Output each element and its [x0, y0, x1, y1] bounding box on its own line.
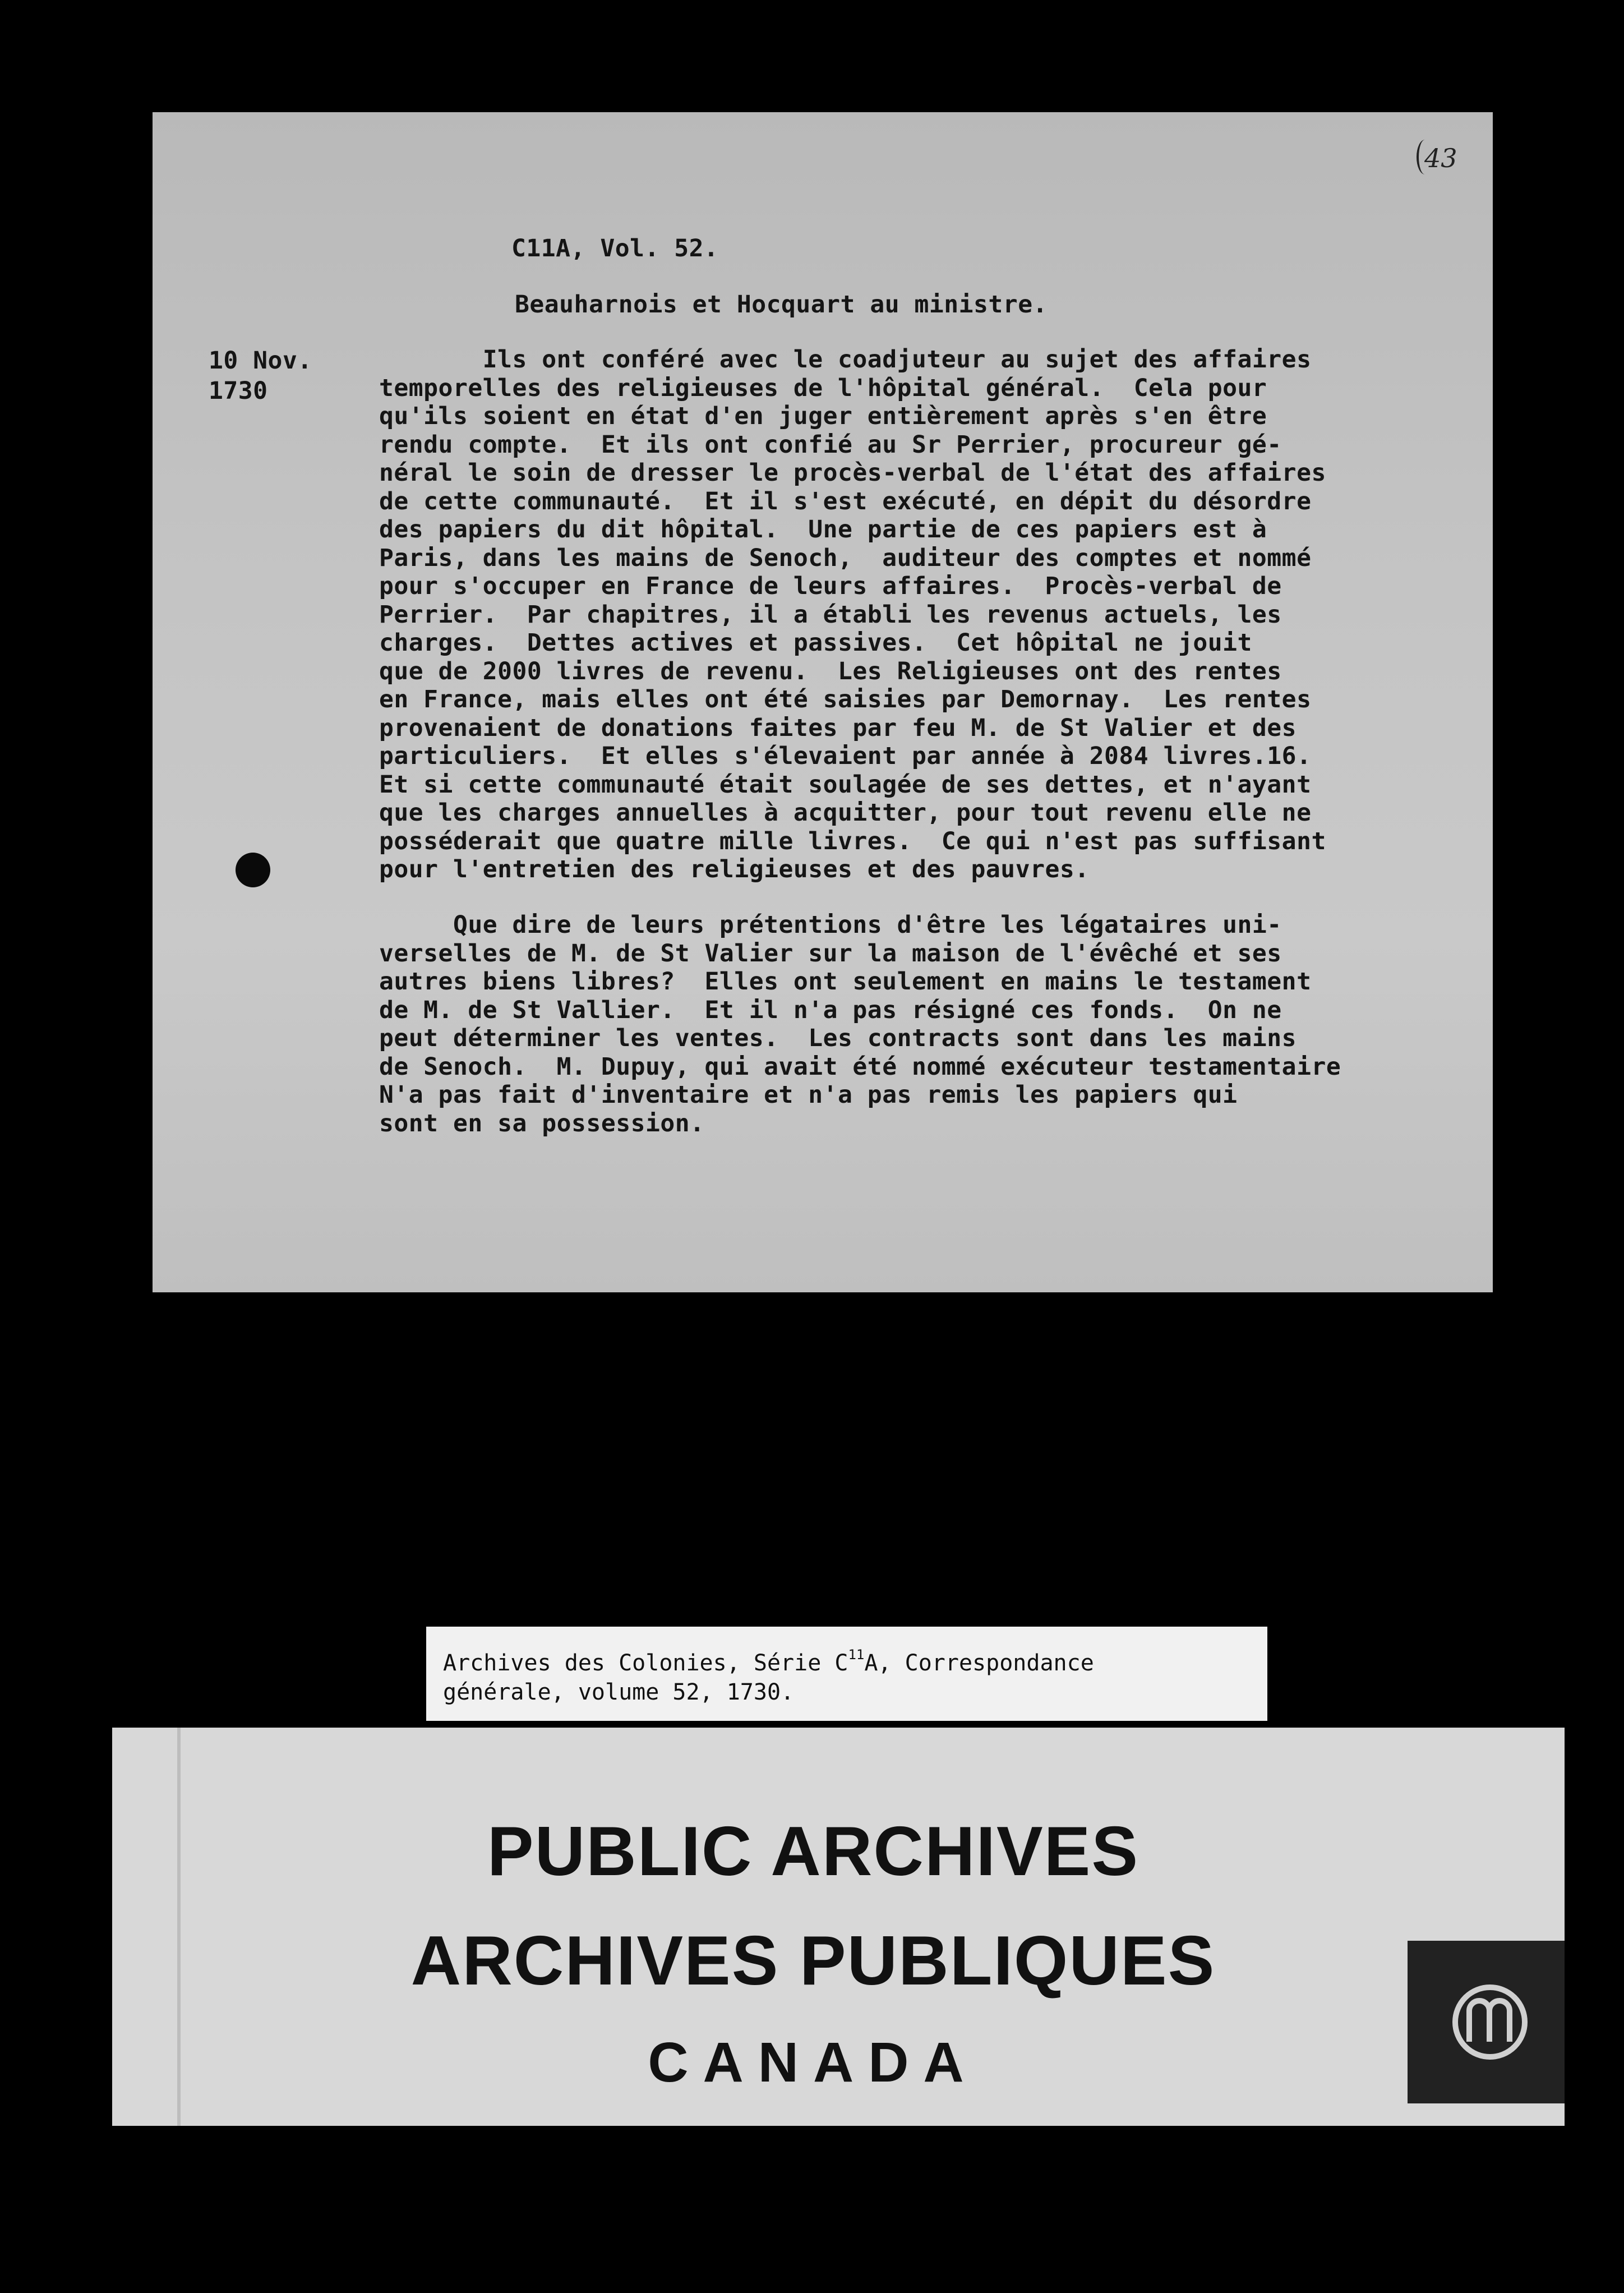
text-line: pour l'entretien des religieuses et des pauvres. — [379, 855, 1090, 883]
text-line: particuliers. Et elles s'élevaient par année à 2084 livres.16. — [379, 742, 1312, 770]
text-line: Perrier. Par chapitres, il a établi les revenus actuels, les — [379, 600, 1282, 629]
volume-reference: C11A, Vol. 52. — [511, 234, 719, 263]
text-line: rendu compte. Et ils ont confié au Sr Perrier, procureur gé- — [379, 430, 1282, 459]
card-title-english: PUBLIC ARCHIVES — [487, 1813, 1139, 1890]
text-line: néral le soin de dresser le procès-verbal de l'état des affaires — [379, 459, 1326, 487]
text-line: Que dire de leurs prétentions d'être les légataires uni- — [379, 911, 1282, 939]
text-line: autres biens libres? Elles ont seulement en mains le testament — [379, 968, 1312, 996]
text-line: provenaient de donations faites par feu M. de St Valier et des — [379, 713, 1297, 742]
text-line: qu'ils soient en état d'en juger entièrement après s'en être — [379, 402, 1267, 430]
text-line: peut déterminer les ventes. Les contracts sont dans les mains — [379, 1024, 1297, 1052]
text-line: N'a pas fait d'inventaire et n'a pas remis les papiers qui — [379, 1081, 1238, 1109]
text-line: Et si cette communauté était soulagée de ses dettes, et n'ayant — [379, 770, 1312, 799]
text-line: charges. Dettes actives et passives. Cet hôpital ne jouit — [379, 629, 1252, 657]
archive-caption-label — [426, 1627, 1267, 1721]
text-line: de Senoch. M. Dupuy, qui avait été nommé exécuteur testamentaire — [379, 1052, 1341, 1081]
summary-paragraph-2 — [379, 911, 1341, 1138]
text-line: de M. de St Vallier. Et il n'a pas résigné ces fonds. On ne — [379, 996, 1282, 1024]
page-number: 43 — [1424, 143, 1457, 173]
archives-logo-icon — [1448, 1980, 1532, 2064]
text-line: que de 2000 livres de revenu. Les Religieuses ont des rentes — [379, 657, 1282, 685]
text-line: en France, mais elles ont été saisies par Demornay. Les rentes — [379, 685, 1312, 713]
text-line: pour s'occuper en France de leurs affaires. Procès-verbal de — [379, 572, 1282, 600]
margin-date — [209, 346, 312, 406]
caption-line-2: générale, volume 52, 1730. — [443, 1679, 795, 1705]
date-day: 10 Nov. — [209, 347, 312, 375]
caption-line-1: Archives des Colonies, Série $C^{11}A$, Correspondance — [443, 1647, 1094, 1676]
text-line: posséderait que quatre mille livres. Ce qui n'est pas suffisant — [379, 827, 1326, 855]
letter-subject: Beauharnois et Hocquart au ministre. — [515, 291, 1048, 319]
text-line: Paris, dans les mains de Senoch, auditeur des comptes et nommé — [379, 544, 1312, 572]
text-line: de cette communauté. Et il s'est exécuté, en dépit du désordre — [379, 487, 1312, 515]
text-line: des papiers du dit hôpital. Une partie de ces papiers est à — [379, 515, 1267, 544]
archives-logo-box — [1408, 1941, 1565, 2103]
text-line: sont en sa possession. — [379, 1109, 705, 1138]
text-line: Ils ont conféré avec le coadjuteur au sujet des affaires — [379, 346, 1312, 374]
summary-paragraph-1 — [379, 346, 1326, 884]
archives-title-card — [112, 1728, 1565, 2126]
punch-hole — [236, 853, 270, 887]
text-line: temporelles des religieuses de l'hôpital général. Cela pour — [379, 374, 1267, 402]
text-line: que les charges annuelles à acquitter, pour tout revenu elle ne — [379, 799, 1312, 827]
text-line: verselles de M. de St Valier sur la maison de l'évêché et ses — [379, 939, 1282, 968]
date-year: 1730 — [209, 377, 268, 405]
card-title-french: ARCHIVES PUBLIQUES — [410, 1922, 1216, 2000]
card-country: CANADA — [648, 2031, 979, 2094]
